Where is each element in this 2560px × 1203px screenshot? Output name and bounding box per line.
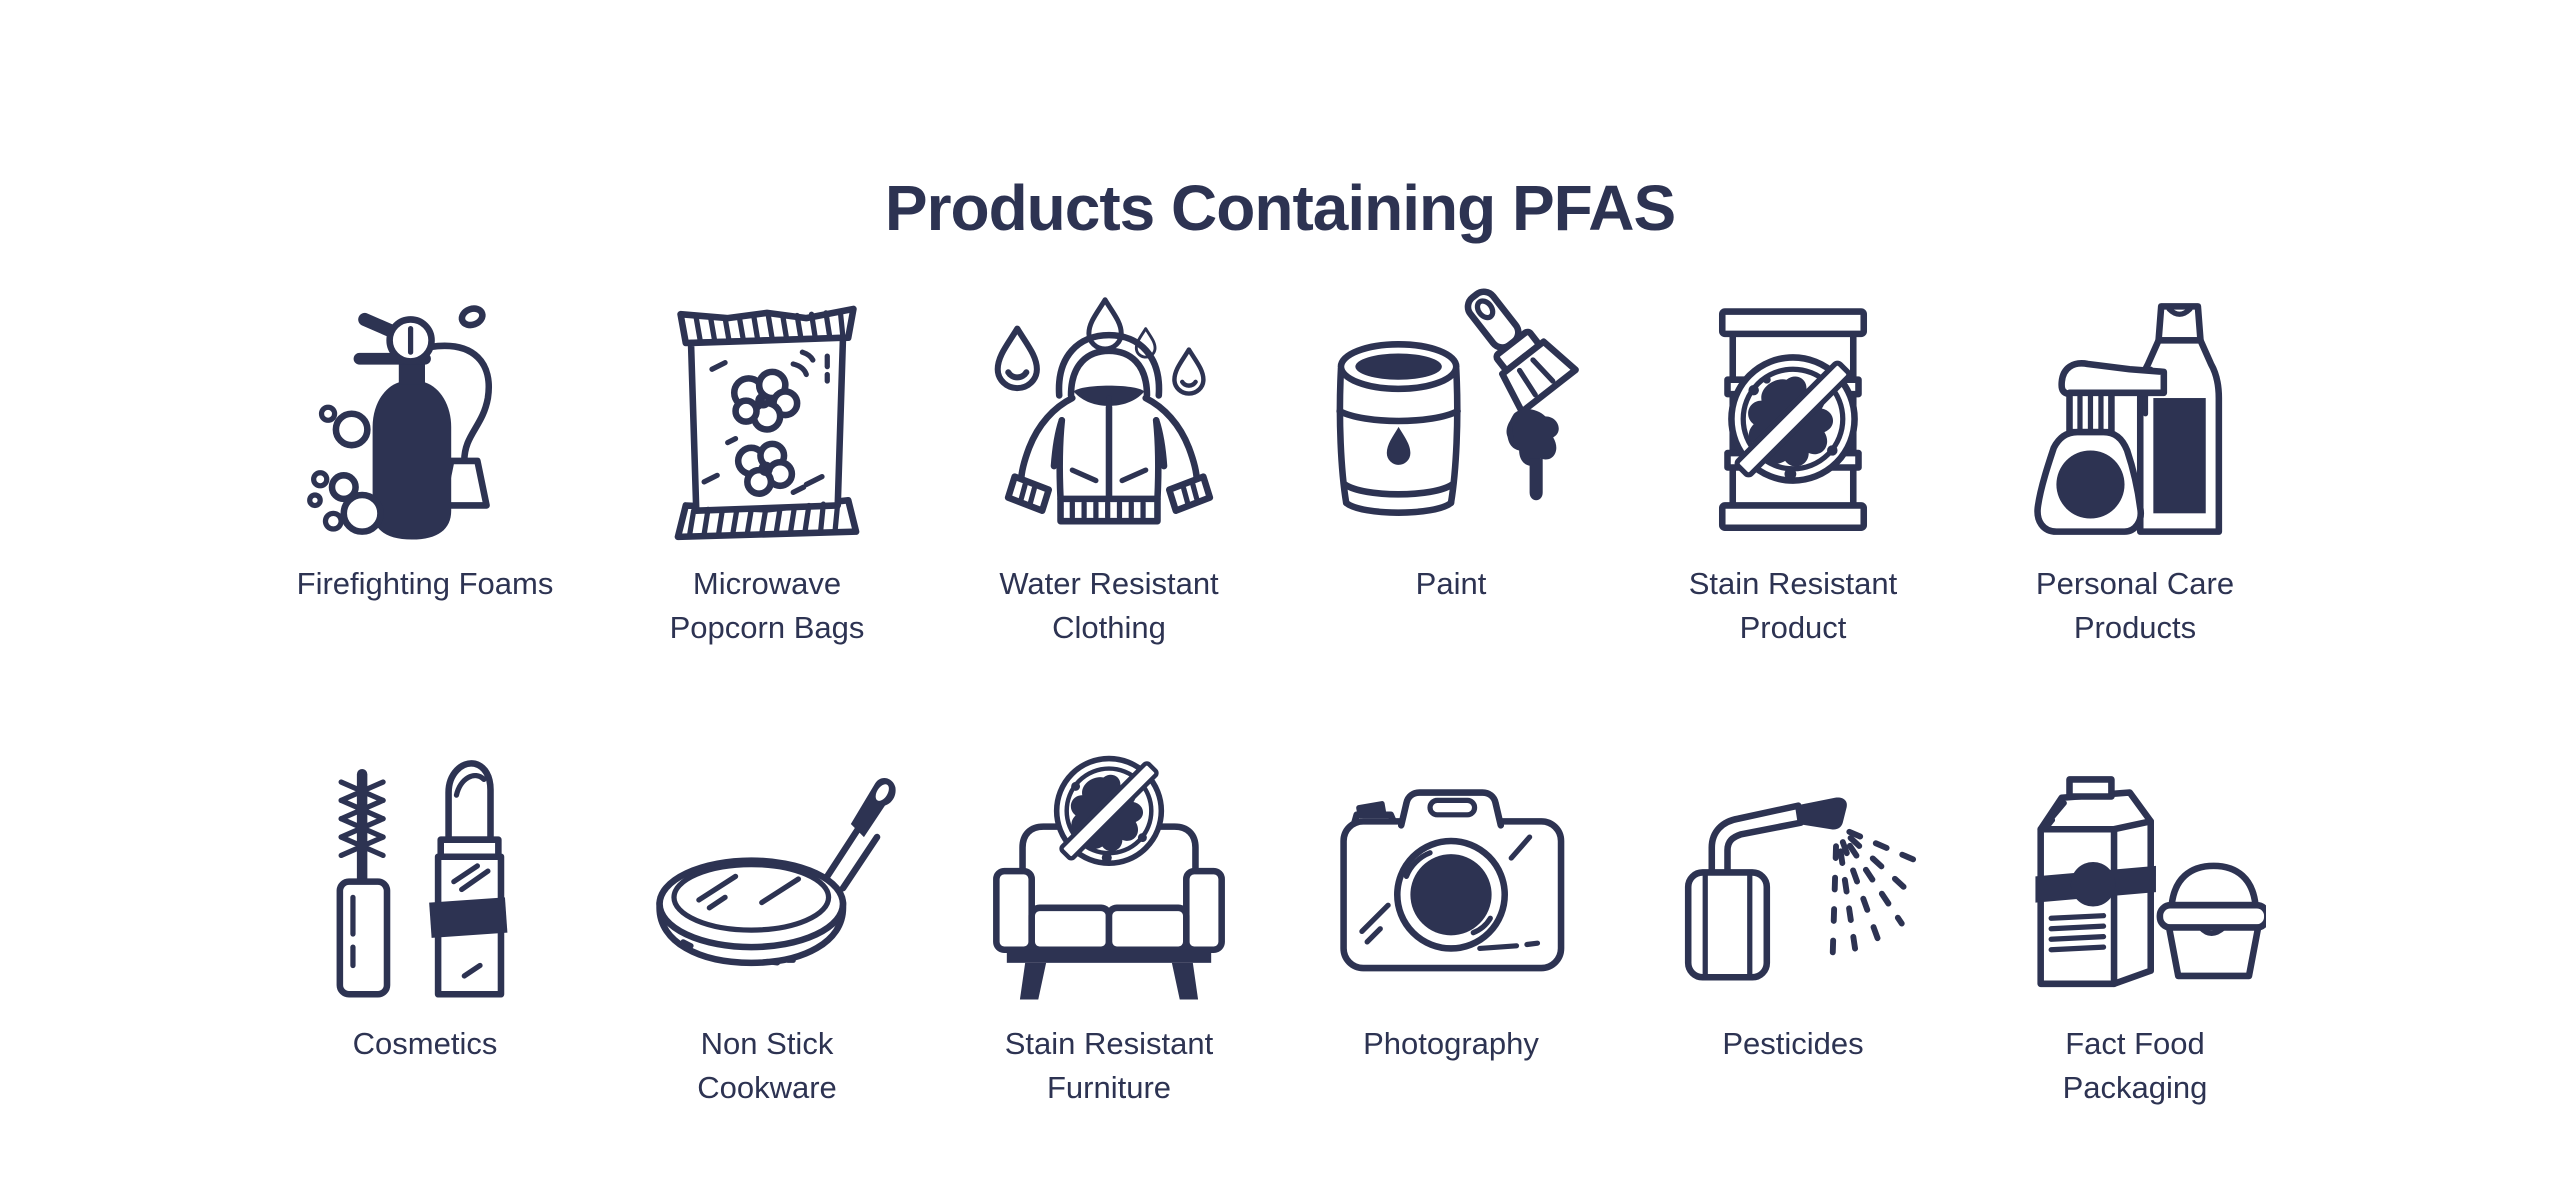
paint-can-brush-icon [1320,288,1582,550]
mascara-lipstick-icon [294,748,556,1010]
page-title: Products Containing PFAS [884,171,1676,244]
item-label: Cosmetics [352,1026,498,1061]
item-cosmetics [254,748,596,1110]
item-label: Pesticides [1722,1026,1864,1061]
item-fact-food-packaging [1964,748,2306,1110]
item-pesticides [1622,748,1964,1110]
pesticide-sprayer-icon [1662,748,1924,1010]
item-non-stick-cookware [596,748,938,1110]
item-stain-resistant-product [1622,288,1964,650]
icon-grid-row-2 [254,748,2306,1110]
item-label: Microwave Popcorn Bags [669,566,865,646]
no-stain-barrel-icon [1662,288,1924,550]
food-packaging-icon [2004,748,2266,1010]
item-water-resistant-clothing [938,288,1280,650]
item-paint [1280,288,1622,650]
item-label: Paint [1415,566,1487,601]
item-label: Water Resistant Clothing [999,566,1219,646]
item-stain-resistant-furniture [938,748,1280,1110]
item-label: Photography [1363,1026,1539,1061]
no-stain-sofa-icon [978,748,1240,1010]
item-photography [1280,748,1622,1110]
item-label: Stain Resistant Furniture [1004,1026,1214,1106]
item-personal-care-products [1964,288,2306,650]
camera-icon [1320,748,1582,1010]
popcorn-bag-icon [636,288,898,550]
frying-pan-icon [636,748,898,1010]
care-bottles-icon [2004,288,2266,550]
water-resistant-jacket-icon [978,288,1240,550]
item-label: Non Stick Cookware [697,1026,837,1106]
item-label: Fact Food Packaging [2062,1026,2208,1106]
item-microwave-popcorn-bags [596,288,938,650]
item-firefighting-foams [254,288,596,650]
icon-grid-row-1 [254,288,2306,650]
item-label: Personal Care Products [2035,566,2235,646]
item-label: Firefighting Foams [296,566,554,601]
item-label: Stain Resistant Product [1688,566,1898,646]
fire-extinguisher-icon [294,288,556,550]
